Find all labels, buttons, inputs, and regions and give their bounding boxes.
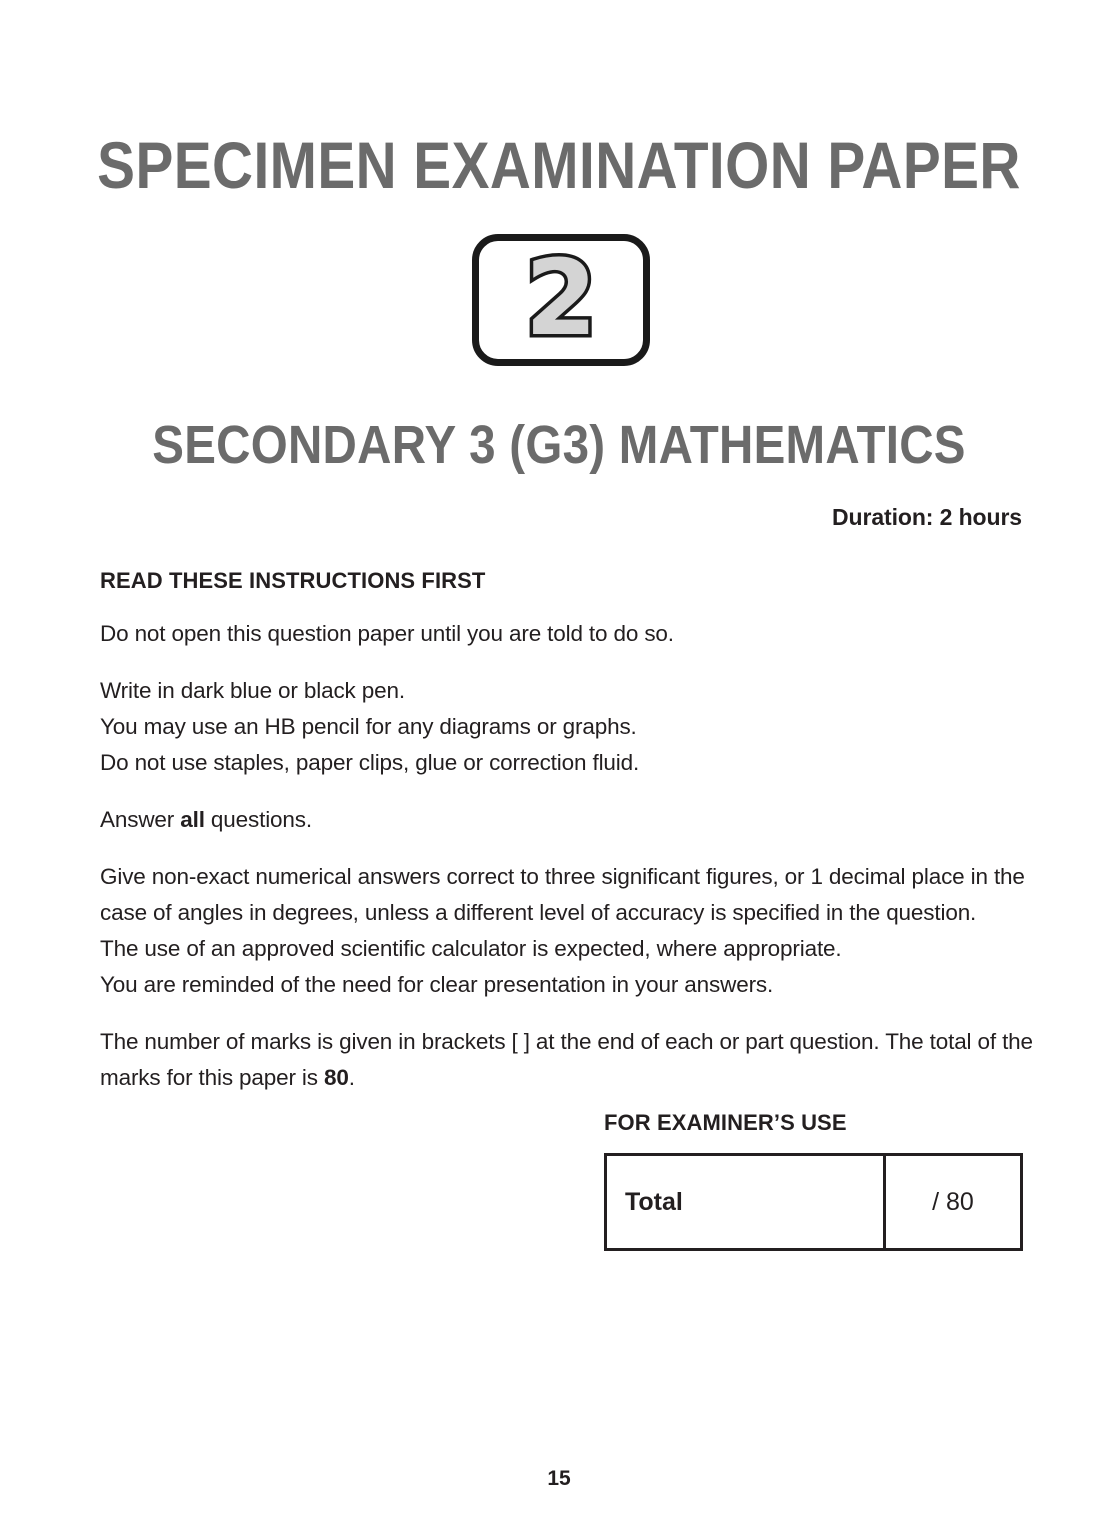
total-score-cell[interactable]: / 80 [885,1155,1022,1250]
instruction-line: Write in dark blue or black pen. [100,678,405,703]
instruction-line: You may use an HB pencil for any diagrams or graphs. [100,714,637,739]
page-title: SPECIMEN EXAMINATION PAPER [97,128,1021,202]
instruction-marks [100,1024,1033,1096]
instruction-answer-all [100,802,1028,838]
instruction-line: Do not use staples, paper clips, glue or correction fluid. [100,750,640,775]
marks-total-suffix: . [348,1065,355,1090]
answer-all-emphasis: all [180,807,205,832]
page-number: 15 [547,1467,571,1490]
table-row [606,1155,1022,1250]
paper-number-value: 2 [524,237,598,359]
instruction-do-not-open [100,616,1028,652]
total-label-cell: Total [606,1155,885,1250]
instruction-line: The use of an approved scientific calculator is expected, where appropriate. [100,936,842,961]
instruction-line: case of angles in degrees, unless a different level of accuracy is specified in the question. [100,900,977,925]
instructions-heading: READ THESE INSTRUCTIONS FIRST [100,568,486,593]
marks-total-prefix: marks for this paper is [100,1065,324,1090]
instruction-line: The number of marks is given in brackets [ ] at the end of each or part question. The total of the [100,1029,1033,1054]
instruction-line [100,802,1028,838]
instructions-section [100,568,1033,1096]
instruction-line [100,1060,1028,1096]
instruction-line: Do not open this question paper until you are told to do so. [100,621,674,646]
instruction-line: You are reminded of the need for clear presentation in your answers. [100,972,774,997]
duration-label: Duration: 2 hours [832,504,1022,530]
examiner-use-heading: FOR EXAMINER’S USE [604,1110,847,1135]
answer-all-suffix: questions. [204,807,312,832]
examiner-use-section [604,1110,1024,1251]
instruction-writing-materials [100,673,1028,781]
subject-title: SECONDARY 3 (G3) MATHEMATICS [152,415,966,475]
marks-total-value: 80 [323,1065,349,1090]
paper-number-badge [472,234,650,366]
marks-table [604,1153,1023,1251]
answer-all-prefix: Answer [100,807,181,832]
instruction-accuracy [100,859,1028,1003]
instruction-line: Give non-exact numerical answers correct to three significant figures, or 1 decimal place in the [100,864,1025,889]
